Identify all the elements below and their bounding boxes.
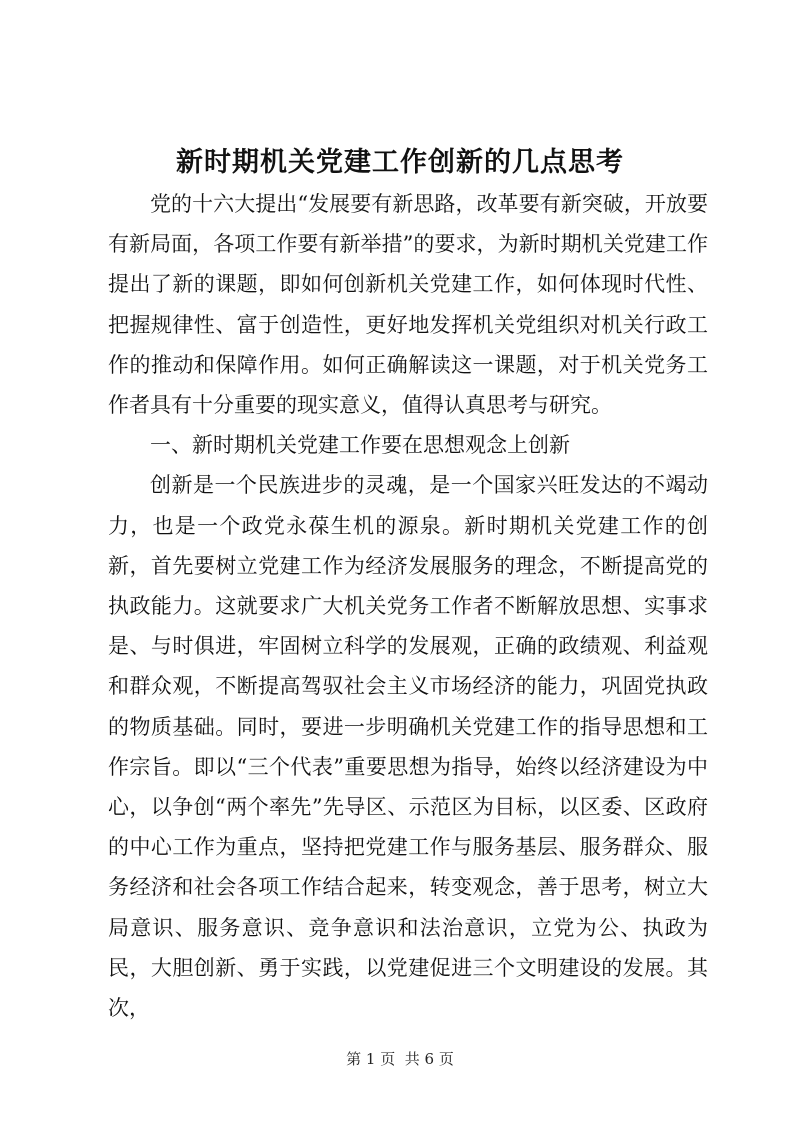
- paragraph-section-1: 创新是一个民族进步的灵魂，是一个国家兴旺发达的不竭动力，也是一个政党永葆生机的源泉。新时期机关党建工作的创新，首先要树立党建工作为经济发展服务的理念，不断提高党的执政能力。这就要求广大机关党务工作者不断解放思想、实事求是、与时俱进，牢固树立科学的发展观，正确的政绩观、利益观和群众观，不断提高驾驭社会主义市场经济的能力，巩固党执政的物质基础。同时，要进一步明确机关党建工作的指导思想和工作宗旨。即以“三个代表”重要思想为指导，始终以经济建设为中心，以争创“两个率先”先导区、示范区为目标，以区委、区政府的中心工作为重点，坚持把党建工作与服务基层、服务群众、服务经济和社会各项工作结合起来，转变观念，善于思考，树立大局意识、服务意识、竞争意识和法治意识，立党为公、执政为民，大胆创新、勇于实践，以党建促进三个文明建设的发展。其次，: [108, 473, 708, 1021]
- section-heading-1: 一、新时期机关党建工作要在思想观念上创新: [150, 433, 570, 458]
- document-body: [108, 184, 708, 1028]
- document-title: 新时期机关党建工作创新的几点思考: [176, 147, 624, 178]
- page-footer: [0, 1048, 800, 1069]
- paragraph-intro: 党的十六大提出“发展要有新思路，改革要有新突破，开放要有新局面，各项工作要有新举措”的要求，为新时期机关党建工作提出了新的课题，即如何创新机关党建工作，如何体现时代性、把握规律性、富于创造性，更好地发挥机关党组织对机关行政工作的推动和保障作用。如何正确解读这一课题，对于机关党务工作者具有十分重要的现实意义，值得认真思考与研究。: [108, 192, 708, 418]
- page-number-label: 第 1 页 共 6 页: [346, 1050, 454, 1068]
